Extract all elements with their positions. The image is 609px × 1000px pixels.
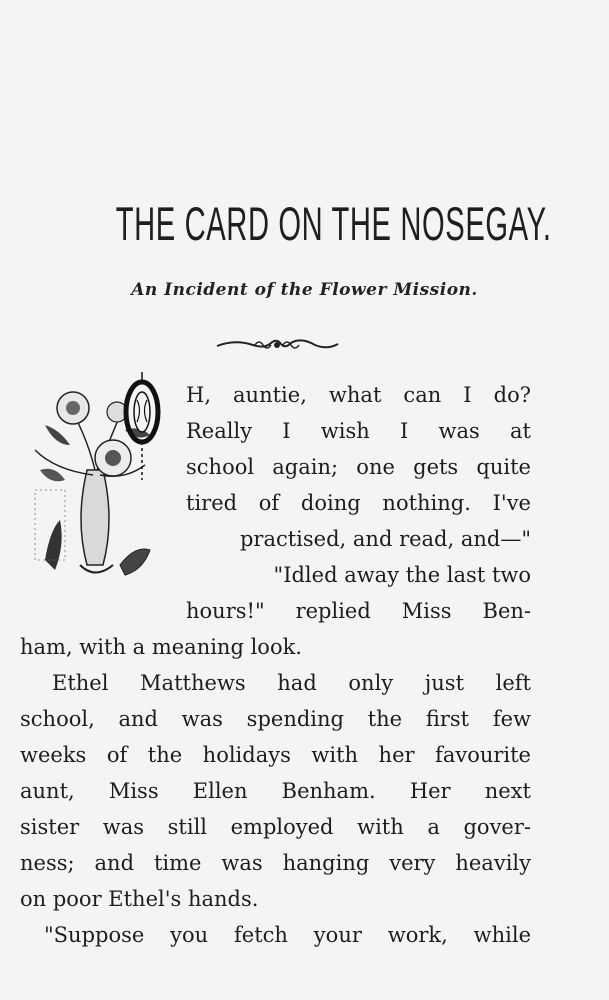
text-line: H, auntie, what can I do? <box>186 383 531 407</box>
text-line: Really I wish I was at <box>186 419 531 443</box>
text-line: Ethel Matthews had only just left <box>52 671 531 695</box>
chapter-subtitle: An Incident of the Flower Mission. <box>131 280 478 300</box>
text-line: ness; and time was hanging very heavily <box>20 851 531 875</box>
text-line: on poor Ethel's hands. <box>20 887 259 911</box>
text-line: tired of doing nothing. I've <box>186 491 531 515</box>
text-line: aunt, Miss Ellen Benham. Her next <box>20 779 531 803</box>
text-line: ham, with a meaning look. <box>20 635 302 659</box>
text-line: sister was still employed with a gover- <box>20 815 531 839</box>
text-line: hours!" replied Miss Ben- <box>186 599 531 623</box>
ornament-divider-icon <box>215 335 340 355</box>
text-line: school, and was spending the first few <box>20 707 531 731</box>
text-line: "Idled away the last two <box>273 563 531 587</box>
text-line: weeks of the holidays with her favourite <box>20 743 531 767</box>
text-line: "Suppose you fetch your work, while <box>44 923 531 947</box>
text-line: practised, and read, and—" <box>239 527 531 551</box>
text-line: school again; one gets quite <box>186 455 531 479</box>
chapter-title: THE CARD ON THE NOSEGAY. <box>115 197 552 250</box>
drop-cap-flower-illustration-icon <box>25 370 185 600</box>
